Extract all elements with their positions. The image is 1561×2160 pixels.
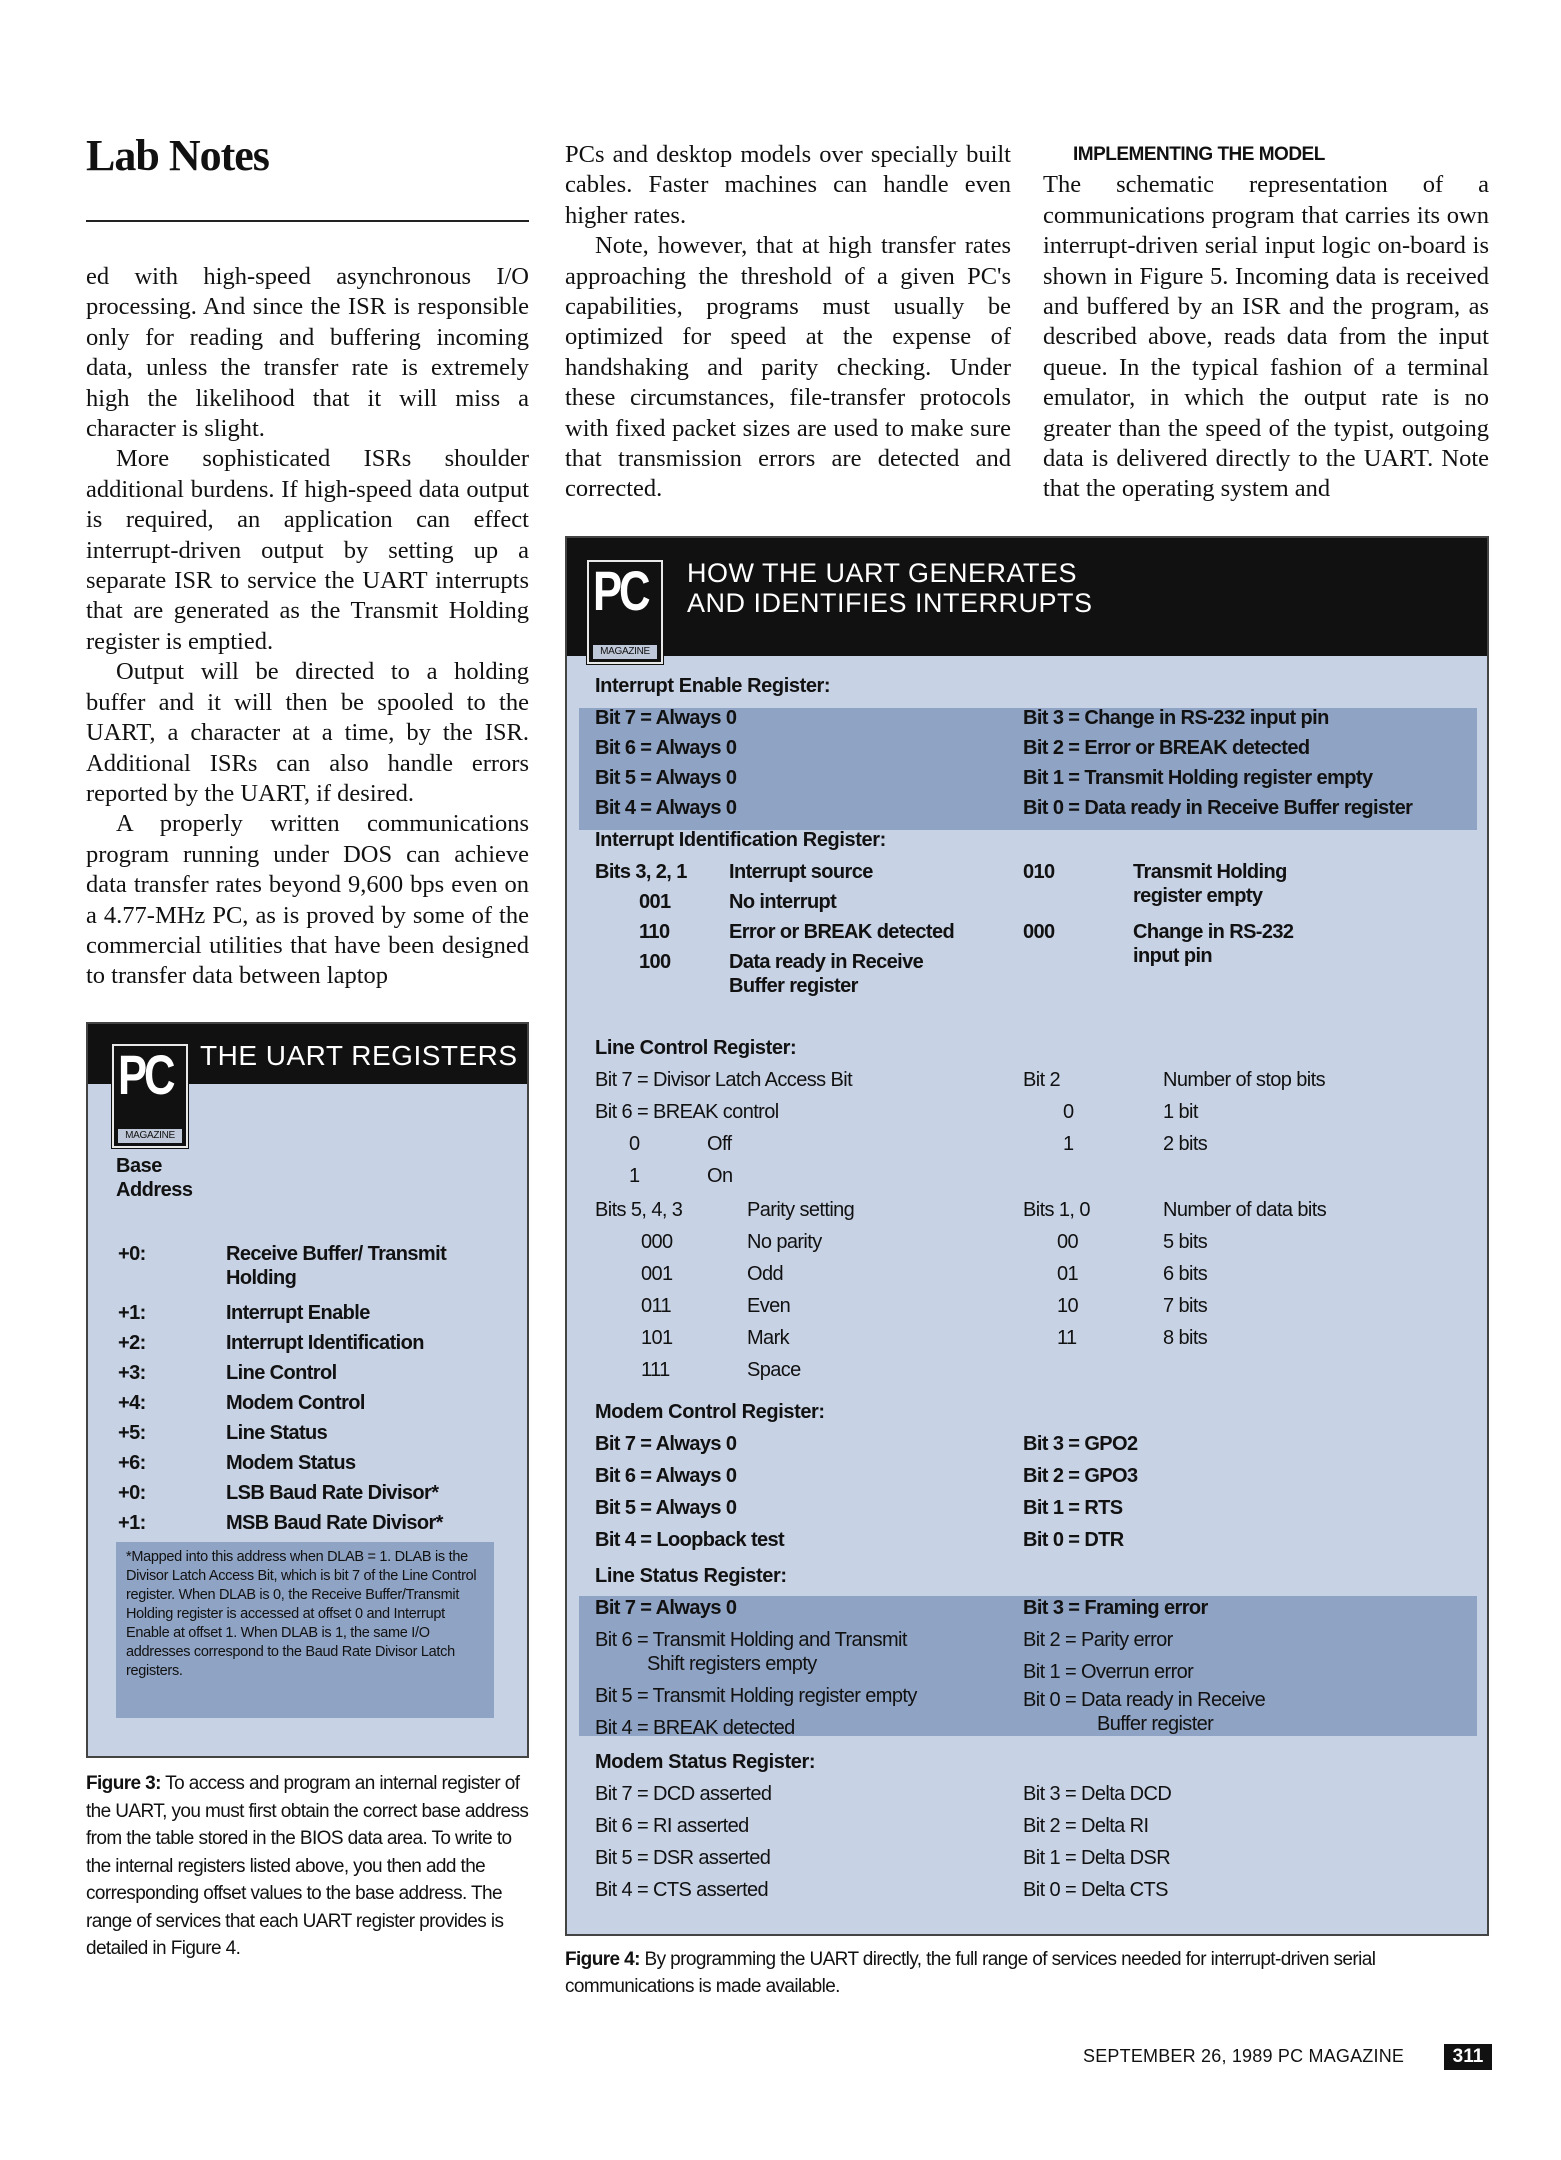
parity-code: 000 — [641, 1231, 673, 1253]
lsr-bit-left: Bit 5 = Transmit Holding register empty — [595, 1685, 917, 1707]
register-name: MSB Baud Rate Divisor* — [226, 1512, 443, 1534]
ier-bit-left: Bit 7 = Always 0 — [595, 707, 737, 729]
register-name: Interrupt Enable — [226, 1302, 370, 1324]
lsr-bit-right: Bit 3 = Framing error — [1023, 1597, 1208, 1619]
register-offset: +0: — [118, 1482, 146, 1504]
data-bits-code: 10 — [1057, 1295, 1079, 1317]
msr-bit-left: Bit 4 = CTS asserted — [595, 1879, 769, 1901]
iir-code: 100 — [639, 951, 671, 973]
msr-bit-left: Bit 7 = DCD asserted — [595, 1783, 772, 1805]
dlab-footnote: *Mapped into this address when DLAB = 1. DLAB is the Divisor Latch Access Bit, which is bit 7 of the Line Control register. When DLAB is 0, the Receive Buffer/Transmit Holding register is accessed at offset 0 and Interrupt Enable at offset 1. When DLAB is 1, the same I/O addresses correspond to the Baud Rate Divisor Latch registers. — [116, 1542, 494, 1718]
col1-paragraph-1: ed with high-speed asynchronous I/O processing. And since the ISR is responsible only for reading and buffering incoming data, unless the transfer rate is extremely high the likelihood that it will miss a character is slight. — [86, 263, 529, 443]
base-label: Base — [116, 1155, 162, 1177]
page-number: 311 — [1444, 2044, 1492, 2070]
msr-bit-right: Bit 2 = Delta RI — [1023, 1815, 1149, 1837]
parity-code: 111 — [641, 1359, 670, 1381]
lsr-bit-left: Bit 7 = Always 0 — [595, 1597, 737, 1619]
register-name: Modem Status — [226, 1452, 356, 1474]
uart-interrupts-title-line2: AND IDENTIFIES INTERRUPTS — [687, 588, 1093, 618]
parity-code: 011 — [641, 1295, 672, 1317]
iir-desc: No interrupt — [729, 891, 837, 913]
break-code: 1 — [629, 1165, 640, 1187]
pc-logo-letters-2: PC — [593, 559, 648, 622]
msr-bit-right: Bit 0 = Delta CTS — [1023, 1879, 1168, 1901]
break-code: 0 — [629, 1133, 640, 1155]
iir-code: 001 — [639, 891, 671, 913]
data-bits-code: 01 — [1057, 1263, 1079, 1285]
parity-desc: No parity — [747, 1231, 822, 1253]
column-3 — [1043, 140, 1489, 505]
iir-bits-label: Bits 3, 2, 1 — [595, 861, 687, 883]
figure-4-label: Figure 4: — [565, 1949, 640, 1970]
data-bits-label: Bits 1, 0 — [1023, 1199, 1090, 1221]
lsr-bit-right: Buffer register — [1097, 1713, 1214, 1735]
ier-bit-right: Bit 1 = Transmit Holding register empty — [1023, 767, 1373, 789]
msr-bit-left: Bit 5 = DSR asserted — [595, 1847, 771, 1869]
break-desc: Off — [707, 1133, 732, 1155]
address-label: Address — [116, 1179, 193, 1201]
page-footer: SEPTEMBER 26, 1989 PC MAGAZINE — [1083, 2046, 1405, 2066]
col1-paragraph-4: A properly written communications program running under DOS can achieve data transfer rates beyond 9,600 bps even on a 4.77-MHz PC, as is proved by some of the commercial utilities that have been designed to transfer data between laptop — [86, 810, 529, 990]
register-offset: +4: — [118, 1392, 146, 1414]
figure-4-text: By programming the UART directly, the full range of services needed for interrupt-driven serial communications is made available. — [565, 1949, 1376, 1997]
uart-interrupts-box — [565, 536, 1489, 1936]
section-title: Lab Notes — [86, 131, 269, 180]
stop-label: Bit 2 — [1023, 1069, 1061, 1091]
register-offset: +2: — [118, 1332, 146, 1354]
uart-registers-title: THE UART REGISTERS — [200, 1040, 518, 1071]
lsr-bit-left: Bit 6 = Transmit Holding and Transmit — [595, 1629, 907, 1651]
col2-paragraph-2: Note, however, that at high transfer rates approaching the threshold of a given PC's capabilities, programs must usually be optimized for speed at the expense of handshaking and parity checking. Under these circumstances, file-transfer protocols with fixed packet sizes are used to make sure that transmission errors are detected and corrected. — [565, 232, 1011, 503]
msr-bit-right: Bit 3 = Delta DCD — [1023, 1783, 1172, 1805]
mcr-bit-right: Bit 3 = GPO2 — [1023, 1433, 1138, 1455]
parity-code: 101 — [641, 1327, 673, 1349]
lcr-heading: Line Control Register: — [595, 1037, 797, 1059]
ier-bit-left: Bit 5 = Always 0 — [595, 767, 737, 789]
ier-bit-right: Bit 2 = Error or BREAK detected — [1023, 737, 1310, 759]
parity-desc: Mark — [747, 1327, 790, 1349]
ier-bit-left: Bit 4 = Always 0 — [595, 797, 737, 819]
pc-logo-letters: PC — [118, 1043, 173, 1106]
lsr-bit-right: Bit 0 = Data ready in Receive — [1023, 1689, 1266, 1711]
lcr-bit6: Bit 6 = BREAK control — [595, 1101, 779, 1123]
parity-desc: Odd — [747, 1263, 784, 1285]
pc-magazine-logo-2 — [587, 560, 663, 664]
lsr-bit-right: Bit 1 = Overrun error — [1023, 1661, 1194, 1683]
parity-desc: Even — [747, 1295, 791, 1317]
msr-bit-left: Bit 6 = RI asserted — [595, 1815, 749, 1837]
mcr-bit-right: Bit 2 = GPO3 — [1023, 1465, 1138, 1487]
mcr-heading: Modem Control Register: — [595, 1401, 825, 1423]
register-offset: +1: — [118, 1302, 146, 1324]
lsr-heading: Line Status Register: — [595, 1565, 787, 1587]
lsr-bit-right: Bit 2 = Parity error — [1023, 1629, 1173, 1651]
register-name: Line Control — [226, 1362, 337, 1384]
figure-3-caption — [86, 1770, 536, 1963]
mcr-bit-right: Bit 0 = DTR — [1023, 1529, 1124, 1551]
register-name: Line Status — [226, 1422, 328, 1444]
mcr-bit-left: Bit 7 = Always 0 — [595, 1433, 737, 1455]
register-name: LSB Baud Rate Divisor* — [226, 1482, 439, 1504]
stop-desc: 1 bit — [1163, 1101, 1198, 1123]
pc-logo-magazine: MAGAZINE — [118, 1129, 182, 1143]
iir-desc: Data ready in Receive Buffer register — [729, 951, 924, 997]
parity-label: Bits 5, 4, 3 — [595, 1199, 683, 1221]
register-offset: +1: — [118, 1512, 146, 1534]
col1-paragraph-3: Output will be directed to a holding buffer and it will then be spooled to the UART, a character at a time, by the ISR. Additional ISRs can also handle errors reported by the UART, if desired. — [86, 658, 529, 807]
stop-code: 1 — [1063, 1133, 1074, 1155]
mcr-bit-left: Bit 6 = Always 0 — [595, 1465, 737, 1487]
iir-heading: Interrupt Identification Register: — [595, 829, 886, 851]
ier-bit-right: Bit 0 = Data ready in Receive Buffer register — [1023, 797, 1413, 819]
register-name: Modem Control — [226, 1392, 365, 1414]
stop-desc: 2 bits — [1163, 1133, 1208, 1155]
ier-bit-left: Bit 6 = Always 0 — [595, 737, 737, 759]
parity-title: Parity setting — [747, 1199, 855, 1221]
uart-interrupts-title-line1: HOW THE UART GENERATES — [687, 558, 1078, 588]
ier-heading: Interrupt Enable Register: — [595, 675, 831, 697]
data-bits-desc: 5 bits — [1163, 1231, 1208, 1253]
iir-right-desc: Transmit Holding register empty — [1133, 861, 1287, 907]
col3-subhead: IMPLEMENTING THE MODEL — [1073, 144, 1325, 165]
iir-code: 110 — [639, 921, 670, 943]
lsr-bit-left: Shift registers empty — [647, 1653, 817, 1675]
parity-code: 001 — [641, 1263, 673, 1285]
parity-desc: Space — [747, 1359, 801, 1381]
data-bits-desc: 6 bits — [1163, 1263, 1208, 1285]
register-offset: +0: — [118, 1243, 146, 1265]
mcr-bit-right: Bit 1 = RTS — [1023, 1497, 1123, 1519]
register-name: Receive Buffer/ Transmit Holding — [226, 1243, 447, 1289]
column-2 — [565, 140, 1011, 505]
uart-interrupts-title — [687, 558, 1187, 618]
iir-right-desc: Change in RS-232 input pin — [1133, 921, 1294, 967]
figure-4-caption — [565, 1946, 1495, 2000]
data-bits-title: Number of data bits — [1163, 1199, 1327, 1221]
ier-bit-right: Bit 3 = Change in RS-232 input pin — [1023, 707, 1329, 729]
data-bits-desc: 8 bits — [1163, 1327, 1208, 1349]
stop-title: Number of stop bits — [1163, 1069, 1326, 1091]
column-1 — [86, 262, 529, 992]
register-offset: +3: — [118, 1362, 146, 1384]
stop-code: 0 — [1063, 1101, 1074, 1123]
mcr-bit-left: Bit 5 = Always 0 — [595, 1497, 737, 1519]
iir-desc: Error or BREAK detected — [729, 921, 955, 943]
pc-magazine-logo — [112, 1044, 188, 1148]
col2-paragraph-1: PCs and desktop models over specially built cables. Faster machines can handle even higher rates. — [565, 141, 1011, 229]
figure-3-label: Figure 3: — [86, 1773, 161, 1794]
data-bits-code: 00 — [1057, 1231, 1079, 1253]
figure-3-text: To access and program an internal register of the UART, you must first obtain the correct base address from the table stored in the BIOS data area. To write to the internal registers listed above, you then add the corresponding offset values to the base address. The range of services that each UART register provides is detailed in Figure 4. — [86, 1773, 529, 1959]
msr-heading: Modem Status Register: — [595, 1751, 816, 1773]
iir-right-code: 010 — [1023, 861, 1055, 883]
base-address-heading — [116, 1154, 193, 1202]
title-rule — [86, 220, 529, 222]
register-offset: +5: — [118, 1422, 146, 1444]
break-desc: On — [707, 1165, 733, 1187]
uart-registers-box — [86, 1022, 529, 1758]
pc-logo-magazine-2: MAGAZINE — [593, 645, 657, 659]
lcr-bit7: Bit 7 = Divisor Latch Access Bit — [595, 1069, 853, 1091]
msr-bit-right: Bit 1 = Delta DSR — [1023, 1847, 1171, 1869]
iir-right-code: 000 — [1023, 921, 1055, 943]
register-name: Interrupt Identification — [226, 1332, 424, 1354]
lsr-bit-left: Bit 4 = BREAK detected — [595, 1717, 795, 1739]
data-bits-desc: 7 bits — [1163, 1295, 1208, 1317]
data-bits-code: 11 — [1057, 1327, 1077, 1349]
iir-source-label: Interrupt source — [729, 861, 873, 883]
mcr-bit-left: Bit 4 = Loopback test — [595, 1529, 785, 1551]
register-offset: +6: — [118, 1452, 146, 1474]
col3-paragraph-1: The schematic representation of a communications program that carries its own interrupt-driven serial input logic on-board is shown in Figure 5. Incoming data is received and buffered by an ISR and the program, as described above, reads data from the input queue. In the typical fashion of a terminal emulator, in which the output rate is no greater than the speed of the typist, outgoing data is delivered directly to the UART. Note that the operating system and — [1043, 171, 1489, 503]
col1-paragraph-2: More sophisticated ISRs shoulder additional burdens. If high-speed data output is required, an application can effect interrupt-driven output by setting up a separate ISR to service the UART interrupts that are generated as the Transmit Holding register is emptied. — [86, 445, 529, 655]
